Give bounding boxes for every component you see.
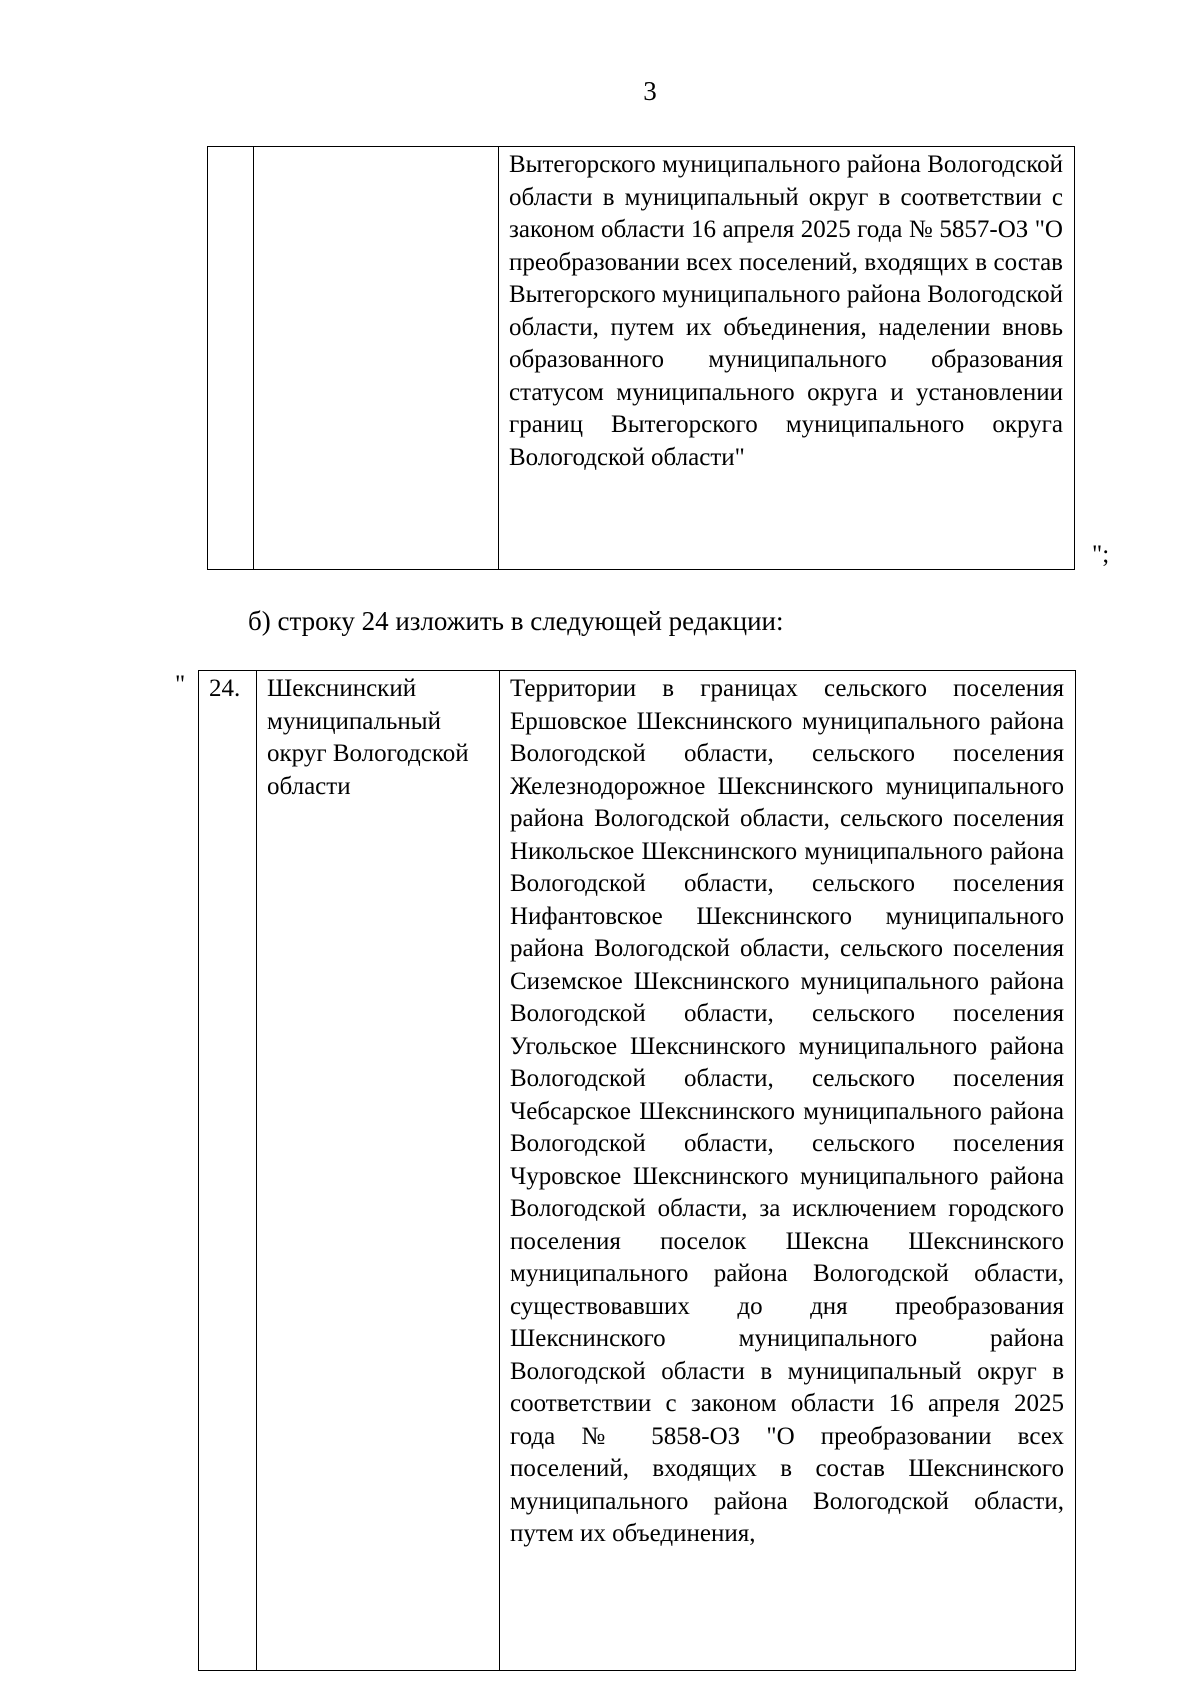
name-cell [254, 147, 499, 570]
row-description: Вытегорского муниципального района Вологодской области в муниципальный округ в соответствии с законом области 16 апреля 2025 года № 5857-ОЗ "О преобразовании всех поселений, входящих в состав Вытегорского муниципального района Вологодской области, путем их объединения, наделении вновь образованного муниципального образования статусом муниципального округа и установлении границ Вытегорского муниципального округа Вологодской области" [509, 151, 1063, 471]
opening-quote: " [175, 671, 186, 698]
row-name: Шекснинский муниципальный округ Вологодской области [267, 675, 469, 800]
bottom-table [198, 670, 1076, 1671]
page-number: 3 [643, 76, 657, 106]
description-cell [499, 147, 1075, 570]
table-row [208, 147, 1075, 570]
row-number: 24. [209, 675, 241, 702]
name-cell [257, 671, 500, 1671]
table-row [199, 671, 1076, 1671]
number-cell [199, 671, 257, 1671]
number-cell [208, 147, 254, 570]
instruction-text: б) строку 24 изложить в следующей редакции: [248, 606, 784, 636]
description-cell [500, 671, 1076, 1671]
row-description: Территории в границах сельского поселения Ершовское Шекснинского муниципального района Вологодской области, сельского поселения Железнодорожное Шекснинского муниципального района Вологодской области, сельского поселения Никольское Шекснинского муниципального района Вологодской области, сельского поселения Нифантовское Шекснинского муниципального района Вологодской области, сельского поселения Сиземское Шекснинского муниципального района Вологодской области, сельского поселения Угольское Шекснинского муниципального района Вологодской области, сельского поселения Чебсарское Шекснинского муниципального района Вологодской области, сельского поселения Чуровское Шекснинского муниципального района Вологодской области, за исключением городского поселения поселок Шексна Шекснинского муниципального района Вологодской области, существовавших до дня преобразования Шекснинского муниципального района Вологодской области в муниципальный округ в соответствии с законом области 16 апреля 2025 года № 5858-ОЗ "О преобразовании всех поселений, входящих в состав Шекснинского муниципального района Вологодской области, путем их объединения, [510, 675, 1064, 1547]
closing-quote: "; [1092, 541, 1110, 568]
top-table [207, 146, 1075, 570]
